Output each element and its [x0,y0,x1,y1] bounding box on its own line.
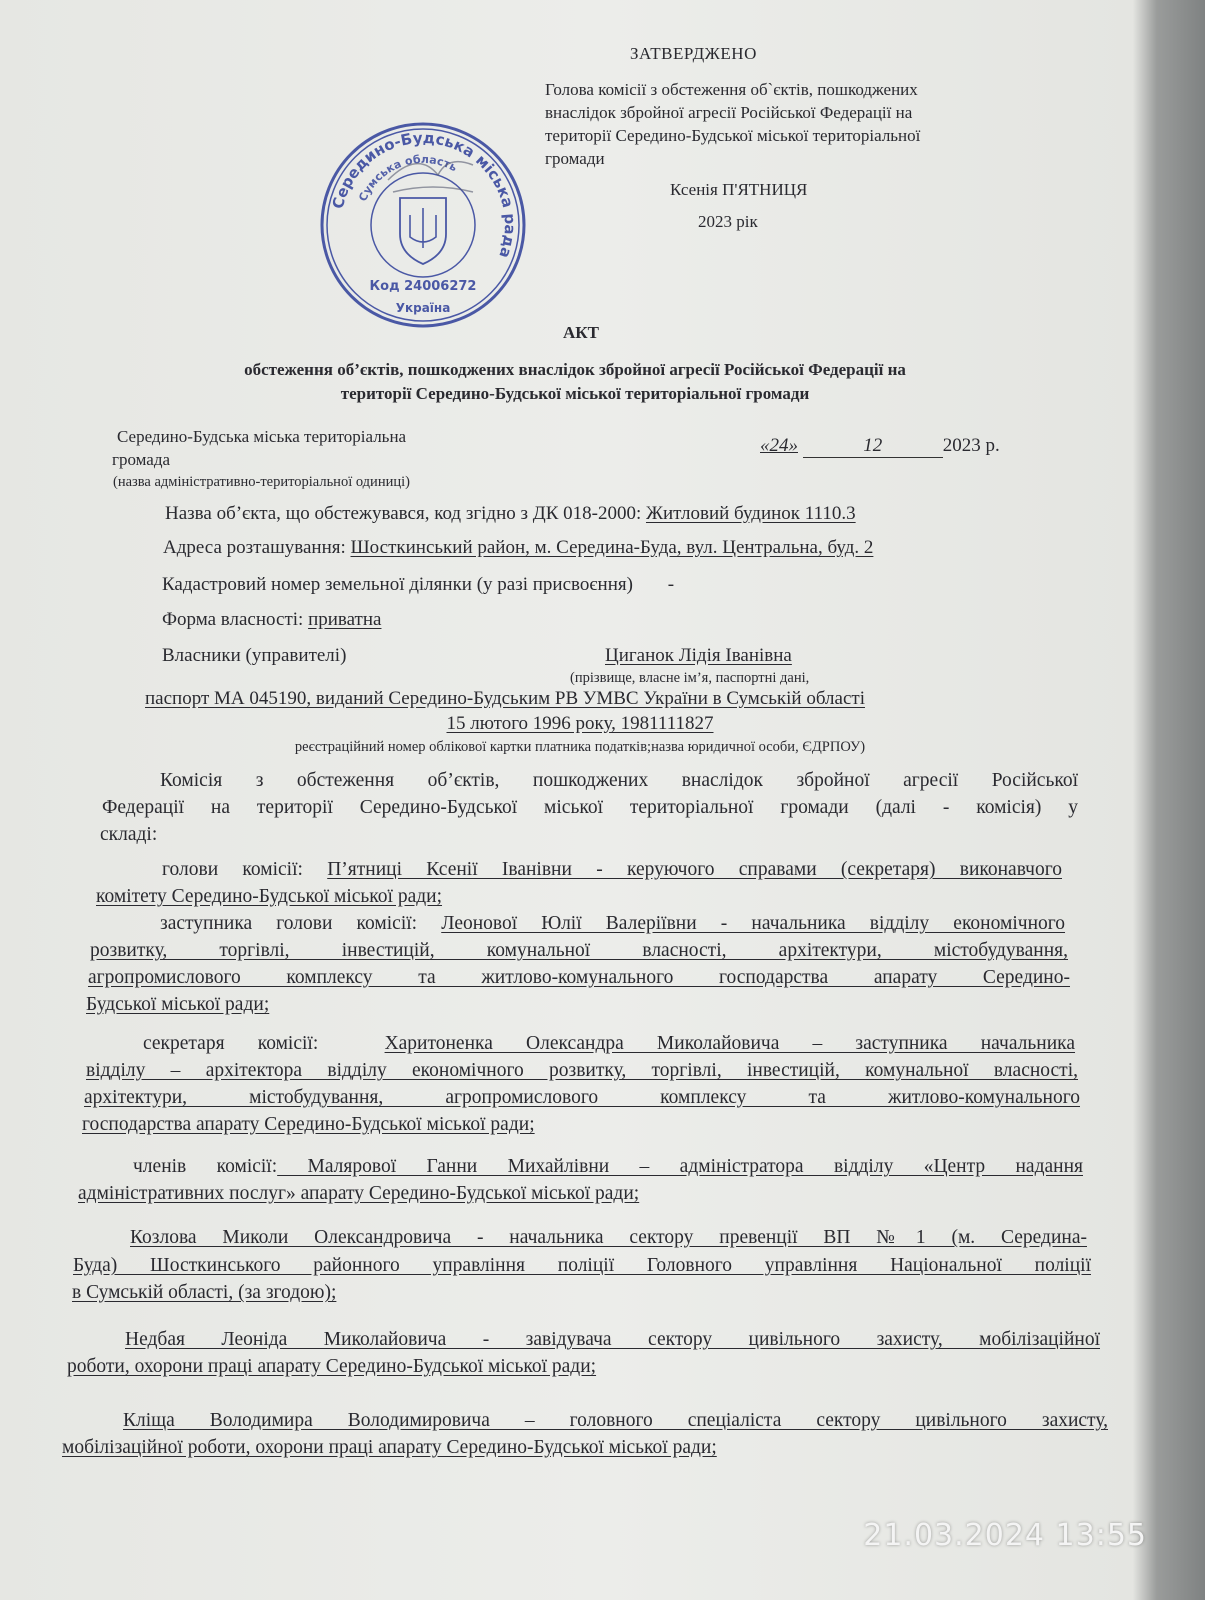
approval-line: території Середино-Будської міської територіальної [545,126,921,145]
owners-label: Власники (управителі) [162,645,347,666]
member-chair [162,856,1062,883]
member-text: відділу – архітектора відділу економічного розвитку, торгівлі, інвестицій, комунальної власності, [86,1060,1078,1081]
member-text: в Сумській області, (за згодою); [72,1282,337,1303]
cadastral-field [162,574,674,596]
stamp-country: Україна [395,301,451,315]
member-role: заступника голови комісії: [160,913,418,934]
member-role: голови комісії: [162,859,303,880]
ownership-label: Форма власності: [162,609,304,630]
community-caption: (назва адміністративно-територіальної одиниці) [113,474,410,490]
member-text: Буда) Шосткинського районного управління поліції Головного управління Національної поліції [73,1255,1091,1276]
member-text: Недбая Леоніда Миколайовича - завідувача сектору цивільного захисту, мобілізаційної [125,1329,1100,1350]
approval-signer: Ксенія П'ЯТНИЦЯ [670,180,808,199]
member-text: Кліща Володимира Володимировича – головного спеціаліста сектору цивільного захисту, [123,1410,1108,1431]
passport-line: 15 лютого 1996 року, 1981111827 [446,713,714,734]
commission-intro: Комісія з обстеження об’єктів, пошкоджених внаслідок збройної агресії Російської [160,770,1078,791]
passport-line: паспорт МА 045190, виданий Середино-Будським РВ УМВС України в Сумській області [145,688,865,709]
owners-value: Циганок Лідія Іванівна [605,645,792,666]
commission-intro: Федерації на території Середино-Будської міської територіальної громади (далі - комісія) у [102,797,1078,818]
act-title-line: обстеження об’єктів, пошкоджених внаслідок збройної агресії Російської Федерації на [244,360,906,379]
photo-timestamp: 21.03.2024 13:55 [863,1518,1147,1553]
member-text: Малярової Ганни Михайлівни – адміністратора відділу «Центр надання [277,1156,1083,1177]
member-text: Козлова Миколи Олександровича - начальника сектору превенції ВП №1 (м. Середина- [130,1227,1087,1248]
member-text: комітету Середино-Будської міської ради; [96,886,443,907]
date-day: «24» [760,435,798,456]
approval-line: громади [545,149,605,168]
passport-caption: реєстраційний номер облікової картки платника податків;назва юридичної особи, ЄДРПОУ) [294,739,866,755]
act-title-word: АКТ [563,323,599,342]
cadastral-value: - [667,574,675,595]
stamp-inner-text: Сумська область [356,152,460,204]
address-value: Шосткинський район, м. Середина-Буда, вул. Центральна, буд. 2 [350,537,874,558]
object-value: Житловий будинок 1110.3 [645,503,856,524]
member-text: архітектури, містобудування, агропромислового комплексу та житлово-комунального [84,1087,1080,1108]
official-stamp [318,120,528,330]
ownership-value: приватна [308,609,382,630]
member-text: агропромислового комплексу та житлово-комунального господарства апарату Середино- [88,967,1070,988]
object-label: Назва об’єкта, що обстежувався, код згідно з ДК 018-2000: [165,503,642,524]
date-month: 12 [803,435,943,458]
member-text: Будської міської ради; [86,994,270,1015]
member-text: адміністративних послуг» апарату Середино-Будської міської ради; [78,1183,640,1204]
member-text: господарства апарату Середино-Будської міської ради; [82,1114,535,1135]
member-text: Леонової Юлії Валеріївни - начальника відділу економічного [441,913,1066,934]
date-year: 2023 р. [942,435,1000,456]
community-name: Середино-Будська міська територіальна [117,427,407,446]
owners-caption: (прізвище, власне ім’я, паспортні дані, [570,670,810,686]
cadastral-label: Кадастровий номер земельної ділянки (у разі присвоєння) [162,574,633,595]
commission-intro: складі: [100,824,158,845]
member-text: роботи, охорони праці апарату Середино-Будської міської ради; [67,1356,597,1377]
member-role: секретаря комісії: [143,1033,319,1054]
stamp-code: Код 24006272 [369,279,477,294]
member-text: мобілізаційної роботи, охорони праці апарату Середино-Будської міської ради; [62,1437,717,1458]
ownership-field [162,609,381,631]
member-members [133,1153,1083,1180]
address-label: Адреса розташування: [163,537,346,558]
member-text: П’ятниці Ксенії Іванівни - керуючого справами (секретаря) виконавчого [327,859,1062,880]
date [760,435,1000,458]
member-secretary [143,1030,1075,1057]
object-field [165,503,856,525]
approval-year: 2023 рік [698,212,758,231]
act-title-line: території Середино-Будської міської територіальної громади [340,384,810,403]
stamp-outer-text: Середино-Будська міська рада [328,128,520,261]
address-field [163,537,873,559]
approval-line: Голова комісії з обстеження об`єктів, пошкоджених [545,80,918,99]
member-text: розвитку, торгівлі, інвестицій, комунальної власності, архітектури, містобудування, [90,940,1068,961]
member-deputy [160,910,1065,937]
member-role: членів комісії: [133,1156,278,1177]
approval-line: внаслідок збройної агресії Російської Федерації на [545,103,913,122]
approval-heading: ЗАТВЕРДЖЕНО [630,44,757,63]
community-name: громада [112,450,171,469]
member-text: Харитоненка Олександра Миколайовича – заступника начальника [384,1033,1076,1054]
